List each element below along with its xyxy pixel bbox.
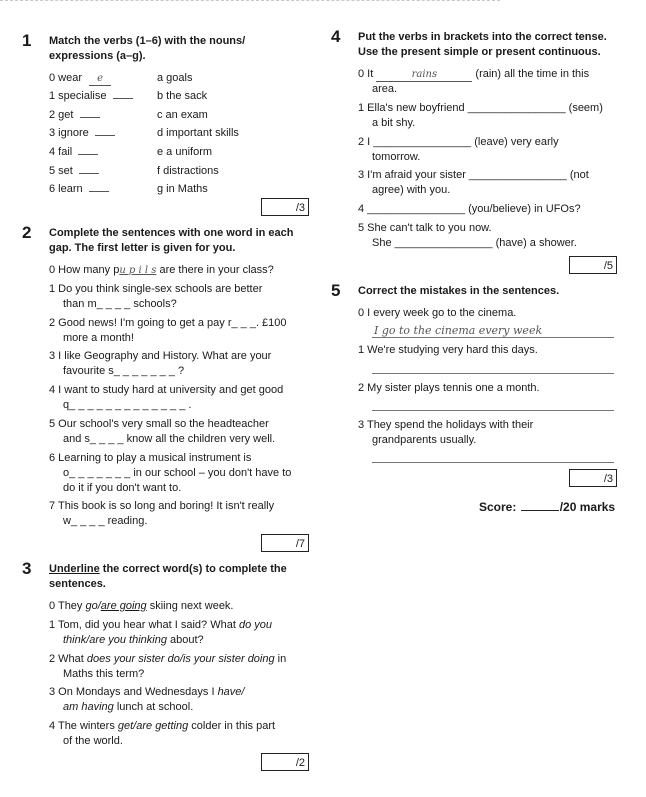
exercise-instruction: expressions (a–g). [49, 50, 146, 62]
verb-item: 6 learn [49, 182, 109, 197]
score-box: /2 [261, 753, 309, 771]
exercise-instruction: Use the present simple or present continuous. [358, 46, 601, 58]
exercise-instruction: Correct the mistakes in the sentences. [358, 285, 560, 297]
score-box: /3 [261, 198, 309, 216]
sentence-item: 2 What does your sister do/is your sister doing in [49, 653, 287, 665]
answer-line [372, 337, 614, 338]
handwritten-answer: rains [411, 69, 438, 80]
noun-item: b the sack [157, 90, 208, 102]
answer-line [372, 410, 614, 411]
score-box: /7 [261, 534, 309, 552]
sentence-item: 4 ________________ (you/believe) in UFOs? [358, 203, 581, 215]
sentence-item: 0 They go/are going skiing next week. [49, 600, 234, 612]
noun-item: c an exam [157, 109, 208, 121]
noun-item: a goals [157, 72, 193, 84]
exercise-number: 3 [22, 559, 32, 578]
sentence-item: 3 I'm afraid your sister ________________ (not [358, 169, 589, 181]
sentence-item: 2 I ________________ (leave) very early [358, 136, 559, 148]
sentence-item: 3 They spend the holidays with their [358, 419, 534, 431]
sentence-item: grandparents usually. [372, 434, 477, 446]
score-box: /5 [569, 256, 617, 274]
sentence-item: favourite s_ _ _ _ _ _ _ ? [63, 365, 185, 377]
sentence-item: of the world. [63, 735, 123, 747]
sentence-item: 4 The winters get/are getting colder in this part [49, 720, 276, 732]
noun-item: e a uniform [157, 146, 213, 158]
sentence-item: 5 Our school's very small so the headteacher [49, 418, 269, 430]
sentence-item: 3 On Mondays and Wednesdays I have/ [49, 686, 245, 698]
exercise-number: 4 [331, 27, 341, 46]
sentence-item: 3 I like Geography and History. What are your [49, 350, 272, 362]
sentence-item: 7 This book is so long and boring! It isn't really [49, 500, 275, 512]
exercise-instruction: Underline the correct word(s) to complete the [49, 563, 287, 575]
sentence-item: area. [372, 83, 398, 95]
sentence-item: 4 I want to study hard at university and get good [49, 384, 284, 396]
sentence-item: 2 My sister plays tennis one a month. [358, 382, 540, 394]
sentence-item: tomorrow. [372, 151, 421, 163]
sentence-item: am having lunch at school. [63, 701, 194, 713]
sentence-item: q_ _ _ _ _ _ _ _ _ _ _ _ _ . [63, 399, 192, 411]
sentence-item: agree) with you. [372, 184, 451, 196]
answer-line [372, 462, 614, 463]
verb-item: 0 wear e [49, 71, 111, 86]
exercise-number: 5 [331, 281, 341, 300]
exercise-instruction: Put the verbs in brackets into the correct tense. [358, 31, 607, 43]
sentence-item: Maths this term? [63, 668, 145, 680]
sentence-item: 0 How many pu p i l s are there in your class? [49, 264, 274, 276]
underlined-answer: are going [100, 600, 147, 612]
verb-item: 5 set [49, 164, 99, 179]
handwritten-answer: I go to the cinema every week [374, 324, 543, 337]
sentence-item: 5 She can't talk to you now. [358, 222, 492, 234]
answer-line [372, 373, 614, 374]
sentence-item: do it if you don't want to. [63, 482, 182, 494]
sentence-item: She ________________ (have) a shower. [372, 237, 577, 249]
sentence-item: more a month! [63, 332, 134, 344]
noun-item: g in Maths [157, 183, 208, 195]
exercise-number: 1 [22, 31, 32, 50]
sentence-item: 2 Good news! I'm going to get a pay r_ _ _. £100 [49, 317, 287, 329]
sentence-item: o_ _ _ _ _ _ _ in our school – you don't have to [63, 467, 292, 479]
sentence-item: 0 It rains (rain) all the time in this [358, 68, 590, 80]
sentence-item: 0 I every week go to the cinema. [358, 307, 517, 319]
sentence-item: 1 Ella's new boyfriend ________________ (seem) [358, 102, 603, 114]
sentence-item: w_ _ _ _ reading. [63, 515, 148, 527]
sentence-item: think/are you thinking about? [63, 634, 204, 646]
top-divider [0, 0, 500, 4]
total-score: Score: /20 marks [479, 500, 616, 514]
score-box: /3 [569, 469, 617, 487]
sentence-item: 6 Learning to play a musical instrument is [49, 452, 252, 464]
exercise-instruction: gap. The first letter is given for you. [49, 242, 236, 254]
noun-item: f distractions [157, 165, 219, 177]
verb-item: 1 specialise [49, 89, 133, 104]
handwritten-answer: e [97, 73, 104, 84]
handwritten-answer: u p i l s [119, 265, 157, 276]
sentence-item: a bit shy. [372, 117, 416, 129]
verb-item: 3 ignore [49, 126, 115, 141]
sentence-item: and s_ _ _ _ know all the children very well. [63, 433, 276, 445]
exercise-instruction: Match the verbs (1–6) with the nouns/ [49, 35, 246, 47]
exercise-instruction: sentences. [49, 578, 106, 590]
exercise-instruction: Complete the sentences with one word in each [49, 227, 294, 239]
sentence-item: 1 We're studying very hard this days. [358, 344, 538, 356]
sentence-item: than m_ _ _ _ schools? [63, 298, 177, 310]
sentence-item: 1 Tom, did you hear what I said? What do you [49, 619, 272, 631]
noun-item: d important skills [157, 127, 239, 139]
exercise-number: 2 [22, 223, 32, 242]
verb-item: 2 get [49, 108, 100, 123]
verb-item: 4 fail [49, 145, 98, 160]
sentence-item: 1 Do you think single-sex schools are better [49, 283, 263, 295]
